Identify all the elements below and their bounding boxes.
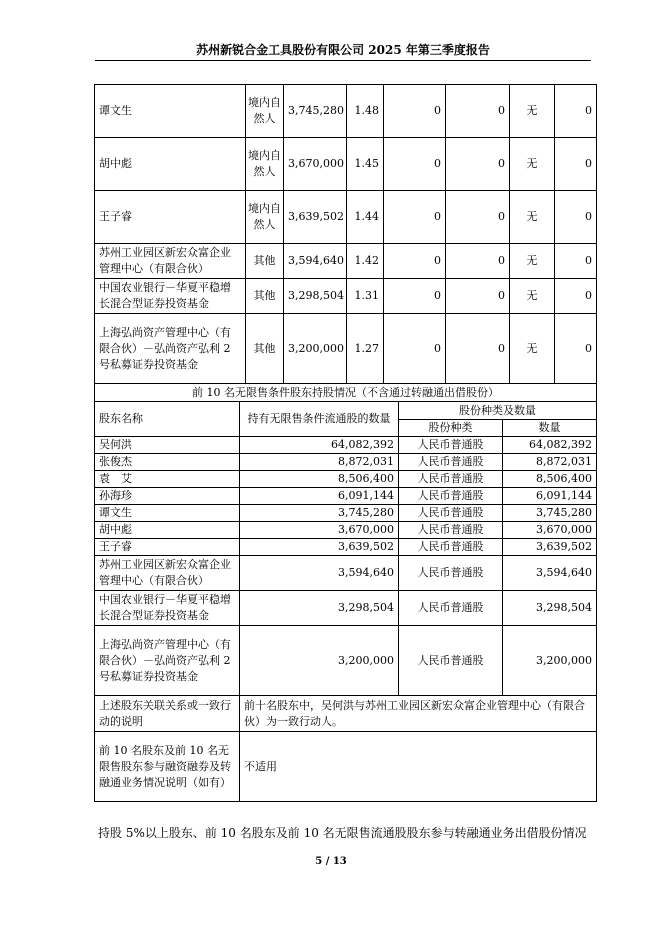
pledge-status: 无 — [510, 314, 555, 384]
restricted-shares: 0 — [384, 191, 446, 244]
pledge-count: 0 — [555, 314, 597, 384]
shareholder-name: 中国农业银行－华夏平稳增长混合型证券投资基金 — [95, 591, 240, 626]
holding-ratio: 1.42 — [347, 244, 384, 279]
pledge-shares: 0 — [446, 279, 510, 314]
holding-ratio: 1.44 — [347, 191, 384, 244]
section-title: 前 10 名无限售条件股东持股情况（不含通过转融通出借股份） — [95, 384, 597, 402]
restricted-shares: 0 — [384, 138, 446, 191]
table-row — [95, 556, 597, 591]
holding-ratio: 1.45 — [347, 138, 384, 191]
table-row — [95, 505, 597, 522]
top10-unrestricted-shareholders-table — [94, 383, 597, 802]
table-row — [95, 626, 597, 696]
restricted-shares: 0 — [384, 314, 446, 384]
page-header: 苏州新锐合金工具股份有限公司 2025 年第三季度报告 — [95, 42, 591, 61]
pledge-shares: 0 — [446, 138, 510, 191]
shareholder-name: 胡中彪 — [95, 522, 240, 539]
pledge-status: 无 — [510, 138, 555, 191]
table-row — [95, 591, 597, 626]
pledge-shares: 0 — [446, 244, 510, 279]
table-row — [95, 244, 597, 279]
pledge-shares: 0 — [446, 314, 510, 384]
unrestricted-shares: 3,594,640 — [240, 556, 399, 591]
header-share-quantity: 数量 — [503, 420, 597, 437]
margin-trading-label: 前 10 名股东及前 10 名无限售股东参与融资融券及转融通业务情况说明（如有） — [95, 732, 240, 802]
share-quantity: 3,639,502 — [503, 539, 597, 556]
shareholder-name: 上海弘尚资产管理中心（有限合伙）－弘尚资产弘利 2 号私募证券投资基金 — [95, 314, 246, 384]
shares-held: 3,639,502 — [284, 191, 347, 244]
restricted-shares: 0 — [384, 85, 446, 138]
holding-ratio: 1.48 — [347, 85, 384, 138]
shareholder-type: 境内自然人 — [246, 85, 284, 138]
shareholder-name: 谭文生 — [95, 505, 240, 522]
share-quantity: 3,298,504 — [503, 591, 597, 626]
shareholder-name: 上海弘尚资产管理中心（有限合伙）－弘尚资产弘利 2 号私募证券投资基金 — [95, 626, 240, 696]
unrestricted-shares: 8,872,031 — [240, 454, 399, 471]
shareholder-name: 谭文生 — [95, 85, 246, 138]
pledge-status: 无 — [510, 85, 555, 138]
table-row — [95, 437, 597, 454]
related-parties-label: 上述股东关联关系或一致行动的说明 — [95, 696, 240, 732]
page-number: 5 / 13 — [315, 856, 347, 867]
shares-held: 3,670,000 — [284, 138, 347, 191]
pledge-count: 0 — [555, 191, 597, 244]
pledge-shares: 0 — [446, 191, 510, 244]
shareholder-name: 苏州工业园区新宏众富企业管理中心（有限合伙） — [95, 244, 246, 279]
share-class: 人民币普通股 — [399, 591, 503, 626]
shareholder-name: 王子睿 — [95, 539, 240, 556]
table-row — [95, 454, 597, 471]
pledge-count: 0 — [555, 244, 597, 279]
shareholder-name: 胡中彪 — [95, 138, 246, 191]
shareholder-name: 袁 艾 — [95, 471, 240, 488]
pledge-shares: 0 — [446, 85, 510, 138]
shareholder-name: 张俊杰 — [95, 454, 240, 471]
pledge-count: 0 — [555, 279, 597, 314]
share-quantity: 64,082,392 — [503, 437, 597, 454]
unrestricted-shares: 3,639,502 — [240, 539, 399, 556]
shareholder-type: 其他 — [246, 279, 284, 314]
share-quantity: 3,200,000 — [503, 626, 597, 696]
table-row — [95, 539, 597, 556]
unrestricted-shares: 8,506,400 — [240, 471, 399, 488]
pledge-count: 0 — [555, 85, 597, 138]
share-class: 人民币普通股 — [399, 522, 503, 539]
share-class: 人民币普通股 — [399, 454, 503, 471]
shareholder-type: 其他 — [246, 244, 284, 279]
shares-held: 3,594,640 — [284, 244, 347, 279]
pledge-status: 无 — [510, 279, 555, 314]
share-quantity: 6,091,144 — [503, 488, 597, 505]
restricted-shares: 0 — [384, 244, 446, 279]
table-row — [95, 279, 597, 314]
shares-held: 3,745,280 — [284, 85, 347, 138]
share-class: 人民币普通股 — [399, 471, 503, 488]
share-class: 人民币普通股 — [399, 488, 503, 505]
header-unrestricted-shares: 持有无限售条件流通股的数量 — [240, 402, 399, 437]
share-quantity: 8,506,400 — [503, 471, 597, 488]
share-quantity: 3,670,000 — [503, 522, 597, 539]
share-class: 人民币普通股 — [399, 556, 503, 591]
share-quantity: 3,745,280 — [503, 505, 597, 522]
holding-ratio: 1.31 — [347, 279, 384, 314]
top10-shareholders-table-continued — [94, 84, 597, 384]
pledge-count: 0 — [555, 138, 597, 191]
table-row — [95, 85, 597, 138]
share-class: 人民币普通股 — [399, 505, 503, 522]
unrestricted-shares: 64,082,392 — [240, 437, 399, 454]
shareholder-name: 苏州工业园区新宏众富企业管理中心（有限合伙） — [95, 556, 240, 591]
shareholder-type: 其他 — [246, 314, 284, 384]
table-row — [95, 138, 597, 191]
table-row — [95, 471, 597, 488]
margin-trading-text: 不适用 — [240, 732, 597, 802]
share-class: 人民币普通股 — [399, 437, 503, 454]
shareholder-type: 境内自然人 — [246, 138, 284, 191]
table-row — [95, 522, 597, 539]
restricted-shares: 0 — [384, 279, 446, 314]
header-share-class-group: 股份种类及数量 — [399, 402, 597, 420]
holding-ratio: 1.27 — [347, 314, 384, 384]
header-share-class: 股份种类 — [399, 420, 503, 437]
table-row — [95, 488, 597, 505]
unrestricted-shares: 3,670,000 — [240, 522, 399, 539]
pledge-status: 无 — [510, 244, 555, 279]
header-shareholder-name: 股东名称 — [95, 402, 240, 437]
shares-held: 3,200,000 — [284, 314, 347, 384]
shares-held: 3,298,504 — [284, 279, 347, 314]
related-parties-text: 前十名股东中，吴何洪与苏州工业园区新宏众富企业管理中心（有限合伙）为一致行动人。 — [240, 696, 597, 732]
share-quantity: 3,594,640 — [503, 556, 597, 591]
unrestricted-shares: 3,200,000 — [240, 626, 399, 696]
share-class: 人民币普通股 — [399, 626, 503, 696]
shareholder-name: 孙海珍 — [95, 488, 240, 505]
share-class: 人民币普通股 — [399, 539, 503, 556]
pledge-status: 无 — [510, 191, 555, 244]
unrestricted-shares: 3,745,280 — [240, 505, 399, 522]
shareholder-type: 境内自然人 — [246, 191, 284, 244]
securities-lending-note: 持股 5%以上股东、前 10 名股东及前 10 名无限售流通股股东参与转融通业务出借股份情况 — [98, 826, 587, 840]
shareholder-name: 中国农业银行－华夏平稳增长混合型证券投资基金 — [95, 279, 246, 314]
table-row — [95, 191, 597, 244]
unrestricted-shares: 3,298,504 — [240, 591, 399, 626]
shareholder-name: 王子睿 — [95, 191, 246, 244]
table-row — [95, 314, 597, 384]
share-quantity: 8,872,031 — [503, 454, 597, 471]
unrestricted-shares: 6,091,144 — [240, 488, 399, 505]
shareholder-name: 吴何洪 — [95, 437, 240, 454]
